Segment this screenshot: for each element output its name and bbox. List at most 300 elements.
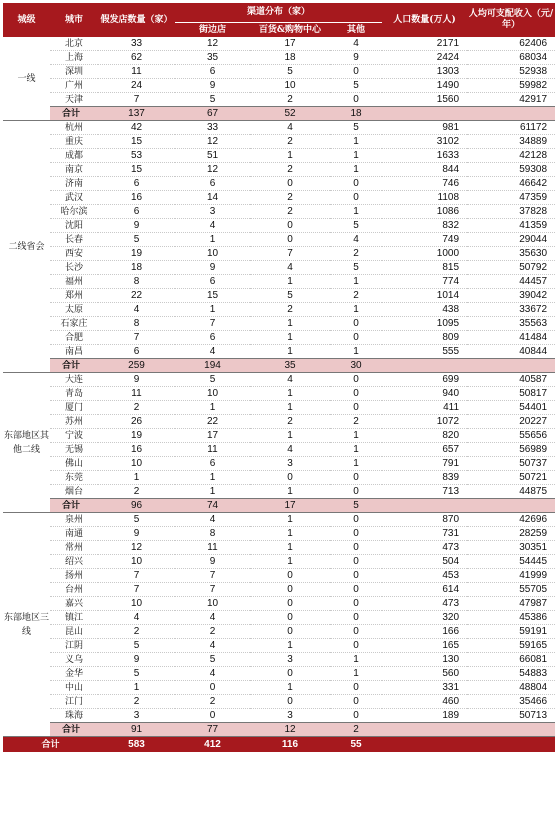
population-cell: 981 [382, 121, 467, 135]
population-cell: 473 [382, 597, 467, 611]
mall-count-cell: 0 [250, 471, 330, 485]
population-cell: 438 [382, 303, 467, 317]
table-row [3, 429, 555, 443]
table-row [3, 695, 555, 709]
income-cell [467, 359, 555, 373]
store-count-cell: 62 [98, 51, 175, 65]
other-count-cell: 0 [330, 401, 382, 415]
city-cell: 南京 [50, 163, 98, 177]
mall-count-cell: 35 [250, 359, 330, 373]
mall-count-cell: 1 [250, 275, 330, 289]
other-count-cell: 1 [330, 303, 382, 317]
store-count-cell: 2 [98, 485, 175, 499]
other-count-cell: 0 [330, 93, 382, 107]
mall-count-cell: 0 [250, 695, 330, 709]
store-count-cell: 6 [98, 345, 175, 359]
tier-label: 东部地区三线 [3, 513, 50, 737]
mall-count-cell: 12 [250, 723, 330, 737]
population-cell: 791 [382, 457, 467, 471]
population-cell: 731 [382, 527, 467, 541]
street-count-cell: 1 [175, 471, 250, 485]
store-count-total-cell: 583 [98, 737, 175, 753]
table-row [3, 93, 555, 107]
table-row [3, 205, 555, 219]
store-count-cell: 10 [98, 555, 175, 569]
street-count-cell: 5 [175, 653, 250, 667]
store-count-cell: 19 [98, 247, 175, 261]
store-count-cell: 3 [98, 709, 175, 723]
store-count-cell: 96 [98, 499, 175, 513]
store-count-cell: 2 [98, 695, 175, 709]
street-count-cell: 10 [175, 387, 250, 401]
other-count-cell: 0 [330, 191, 382, 205]
street-count-cell: 14 [175, 191, 250, 205]
mall-count-cell: 2 [250, 191, 330, 205]
city-cell: 苏州 [50, 415, 98, 429]
tier-label: 一线 [3, 37, 50, 121]
table-row [3, 135, 555, 149]
mall-count-cell: 1 [250, 541, 330, 555]
city-cell: 东莞 [50, 471, 98, 485]
store-count-cell: 1 [98, 471, 175, 485]
street-count-cell: 1 [175, 303, 250, 317]
population-cell: 774 [382, 275, 467, 289]
city-cell: 厦门 [50, 401, 98, 415]
street-count-cell: 3 [175, 205, 250, 219]
income-cell: 55705 [467, 583, 555, 597]
store-count-cell: 9 [98, 373, 175, 387]
street-count-cell: 8 [175, 527, 250, 541]
table-row [3, 37, 555, 51]
street-count-cell: 74 [175, 499, 250, 513]
income-cell: 48804 [467, 681, 555, 695]
header-street: 街边店 [175, 23, 250, 38]
population-cell: 839 [382, 471, 467, 485]
street-count-cell: 2 [175, 625, 250, 639]
other-count-cell: 0 [330, 177, 382, 191]
street-count-cell: 11 [175, 541, 250, 555]
mall-count-cell: 1 [250, 485, 330, 499]
population-cell: 1108 [382, 191, 467, 205]
income-cell: 35630 [467, 247, 555, 261]
header-city: 城市 [50, 3, 98, 37]
income-cell: 50721 [467, 471, 555, 485]
grand-total-row [3, 737, 555, 753]
street-count-cell: 6 [175, 331, 250, 345]
population-cell: 1086 [382, 205, 467, 219]
street-count-total-cell: 412 [175, 737, 250, 753]
population-cell: 411 [382, 401, 467, 415]
street-count-cell: 17 [175, 429, 250, 443]
store-count-cell: 15 [98, 135, 175, 149]
income-cell: 59308 [467, 163, 555, 177]
mall-count-cell: 4 [250, 373, 330, 387]
other-count-cell: 0 [330, 709, 382, 723]
table-row [3, 233, 555, 247]
mall-count-cell: 0 [250, 233, 330, 247]
other-count-cell: 4 [330, 37, 382, 51]
street-count-cell: 67 [175, 107, 250, 121]
other-count-cell: 0 [330, 555, 382, 569]
other-count-cell: 30 [330, 359, 382, 373]
street-count-cell: 6 [175, 177, 250, 191]
other-count-cell: 0 [330, 569, 382, 583]
city-cell: 江阴 [50, 639, 98, 653]
mall-count-cell: 0 [250, 219, 330, 233]
table-row [3, 163, 555, 177]
other-count-cell: 18 [330, 107, 382, 121]
other-count-cell: 1 [330, 429, 382, 443]
income-cell: 30351 [467, 541, 555, 555]
table-row [3, 345, 555, 359]
population-cell: 504 [382, 555, 467, 569]
other-count-cell: 1 [330, 443, 382, 457]
city-cell: 泉州 [50, 513, 98, 527]
mall-count-cell: 7 [250, 247, 330, 261]
city-cell: 太原 [50, 303, 98, 317]
store-count-cell: 9 [98, 527, 175, 541]
table-row [3, 709, 555, 723]
population-cell: 166 [382, 625, 467, 639]
mall-count-cell: 2 [250, 415, 330, 429]
mall-count-cell: 1 [250, 681, 330, 695]
store-count-cell: 2 [98, 401, 175, 415]
other-count-cell: 5 [330, 499, 382, 513]
table-row [3, 387, 555, 401]
income-cell: 40587 [467, 373, 555, 387]
header-income: 人均可支配收入（元/年） [467, 3, 555, 37]
store-count-cell: 42 [98, 121, 175, 135]
city-cell: 常州 [50, 541, 98, 555]
table-row [3, 485, 555, 499]
street-count-cell: 1 [175, 233, 250, 247]
header-stores: 假发店数量（家） [98, 3, 175, 37]
street-count-cell: 77 [175, 723, 250, 737]
street-count-cell: 7 [175, 569, 250, 583]
other-count-cell: 0 [330, 527, 382, 541]
mall-count-cell: 5 [250, 65, 330, 79]
grand-total-label: 合计 [3, 737, 98, 753]
population-cell: 820 [382, 429, 467, 443]
mall-count-cell: 17 [250, 37, 330, 51]
table-row [3, 177, 555, 191]
city-cell: 石家庄 [50, 317, 98, 331]
population-cell: 560 [382, 667, 467, 681]
other-count-cell: 0 [330, 331, 382, 345]
other-count-cell: 1 [330, 135, 382, 149]
mall-count-cell: 3 [250, 457, 330, 471]
table-row [3, 667, 555, 681]
other-count-cell: 0 [330, 387, 382, 401]
street-count-cell: 15 [175, 289, 250, 303]
table-row [3, 289, 555, 303]
store-count-cell: 4 [98, 611, 175, 625]
city-cell: 北京 [50, 37, 98, 51]
income-cell: 45386 [467, 611, 555, 625]
mall-count-cell: 1 [250, 527, 330, 541]
table-row [3, 331, 555, 345]
other-count-cell: 0 [330, 65, 382, 79]
mall-count-cell: 10 [250, 79, 330, 93]
population-cell [382, 359, 467, 373]
mall-count-cell: 1 [250, 345, 330, 359]
street-count-cell: 4 [175, 611, 250, 625]
income-cell: 44875 [467, 485, 555, 499]
street-count-cell: 12 [175, 37, 250, 51]
other-count-cell: 5 [330, 79, 382, 93]
city-cell: 义乌 [50, 653, 98, 667]
store-count-cell: 19 [98, 429, 175, 443]
table-row [3, 373, 555, 387]
city-cell: 南通 [50, 527, 98, 541]
income-cell: 28259 [467, 527, 555, 541]
other-count-cell: 1 [330, 163, 382, 177]
population-cell: 1000 [382, 247, 467, 261]
table-row [3, 471, 555, 485]
table-row [3, 457, 555, 471]
store-count-cell: 6 [98, 205, 175, 219]
city-cell: 武汉 [50, 191, 98, 205]
income-cell: 62406 [467, 37, 555, 51]
mall-count-cell: 0 [250, 569, 330, 583]
mall-count-cell: 2 [250, 303, 330, 317]
street-count-cell: 6 [175, 275, 250, 289]
other-count-cell: 0 [330, 611, 382, 625]
street-count-cell: 9 [175, 555, 250, 569]
store-count-cell: 24 [98, 79, 175, 93]
city-cell: 金华 [50, 667, 98, 681]
income-cell: 54445 [467, 555, 555, 569]
income-cell: 35563 [467, 317, 555, 331]
store-count-cell: 5 [98, 667, 175, 681]
city-cell: 中山 [50, 681, 98, 695]
mall-count-cell: 1 [250, 513, 330, 527]
other-count-cell: 2 [330, 289, 382, 303]
income-cell: 59165 [467, 639, 555, 653]
income-cell: 35466 [467, 695, 555, 709]
tier-label: 二线省会 [3, 121, 50, 373]
other-count-cell: 5 [330, 219, 382, 233]
street-count-cell: 7 [175, 583, 250, 597]
city-cell: 江门 [50, 695, 98, 709]
population-cell: 2171 [382, 37, 467, 51]
city-cell: 合计 [50, 359, 98, 373]
city-cell: 长春 [50, 233, 98, 247]
mall-count-cell: 1 [250, 555, 330, 569]
mall-count-cell: 1 [250, 387, 330, 401]
city-cell: 南昌 [50, 345, 98, 359]
street-count-cell: 1 [175, 401, 250, 415]
population-cell: 699 [382, 373, 467, 387]
city-cell: 深圳 [50, 65, 98, 79]
table-row [3, 653, 555, 667]
other-count-cell: 2 [330, 415, 382, 429]
mall-count-cell: 4 [250, 121, 330, 135]
population-cell: 713 [382, 485, 467, 499]
city-cell: 珠海 [50, 709, 98, 723]
table-row [3, 625, 555, 639]
street-count-cell: 9 [175, 79, 250, 93]
store-count-cell: 53 [98, 149, 175, 163]
income-cell: 47987 [467, 597, 555, 611]
store-count-cell: 15 [98, 163, 175, 177]
mall-count-cell: 4 [250, 443, 330, 457]
city-cell: 福州 [50, 275, 98, 289]
store-count-cell: 9 [98, 653, 175, 667]
street-count-cell: 0 [175, 709, 250, 723]
other-count-total-cell: 55 [330, 737, 382, 753]
city-cell: 沈阳 [50, 219, 98, 233]
mall-count-cell: 17 [250, 499, 330, 513]
population-cell: 1303 [382, 65, 467, 79]
mall-count-cell: 2 [250, 205, 330, 219]
income-cell [467, 499, 555, 513]
mall-count-cell: 0 [250, 611, 330, 625]
table-row [3, 639, 555, 653]
street-count-cell: 11 [175, 443, 250, 457]
street-count-cell: 5 [175, 373, 250, 387]
city-cell: 济南 [50, 177, 98, 191]
other-count-cell: 1 [330, 457, 382, 471]
store-count-cell: 9 [98, 219, 175, 233]
mall-count-cell: 0 [250, 625, 330, 639]
store-count-cell: 16 [98, 443, 175, 457]
header-channel: 渠道分布（家） [175, 3, 382, 23]
population-cell: 165 [382, 639, 467, 653]
city-cell: 扬州 [50, 569, 98, 583]
table-row [3, 583, 555, 597]
mall-count-cell: 1 [250, 317, 330, 331]
header-tier: 城级 [3, 3, 50, 37]
other-count-cell: 0 [330, 485, 382, 499]
street-count-cell: 9 [175, 261, 250, 275]
table-row [3, 611, 555, 625]
other-count-cell: 0 [330, 639, 382, 653]
income-cell: 52938 [467, 65, 555, 79]
income-cell: 56989 [467, 443, 555, 457]
city-cell: 镇江 [50, 611, 98, 625]
mall-count-cell: 0 [250, 583, 330, 597]
street-count-cell: 12 [175, 163, 250, 177]
income-cell: 37828 [467, 205, 555, 219]
store-count-cell: 11 [98, 65, 175, 79]
city-cell: 合计 [50, 723, 98, 737]
income-cell: 42917 [467, 93, 555, 107]
mall-count-cell: 1 [250, 401, 330, 415]
city-cell: 哈尔滨 [50, 205, 98, 219]
other-count-cell: 0 [330, 681, 382, 695]
other-count-cell: 5 [330, 261, 382, 275]
city-cell: 郑州 [50, 289, 98, 303]
store-count-cell: 12 [98, 541, 175, 555]
income-cell: 59191 [467, 625, 555, 639]
other-count-cell: 2 [330, 723, 382, 737]
store-count-cell: 22 [98, 289, 175, 303]
income-cell: 50713 [467, 709, 555, 723]
table-row [3, 303, 555, 317]
subtotal-row [3, 107, 555, 121]
table-row [3, 569, 555, 583]
population-cell: 1095 [382, 317, 467, 331]
city-cell: 上海 [50, 51, 98, 65]
population-cell: 473 [382, 541, 467, 555]
street-count-cell: 0 [175, 681, 250, 695]
street-count-cell: 4 [175, 513, 250, 527]
other-count-cell: 1 [330, 653, 382, 667]
store-count-cell: 4 [98, 303, 175, 317]
mall-count-cell: 5 [250, 289, 330, 303]
header-mall: 百货&购物中心 [250, 23, 330, 38]
mall-count-total-cell: 116 [250, 737, 330, 753]
population-cell: 940 [382, 387, 467, 401]
store-count-cell: 2 [98, 625, 175, 639]
subtotal-row [3, 499, 555, 513]
population-cell: 1560 [382, 93, 467, 107]
income-cell: 39042 [467, 289, 555, 303]
income-cell [467, 723, 555, 737]
table-row [3, 261, 555, 275]
mall-count-cell: 1 [250, 331, 330, 345]
population-cell: 1633 [382, 149, 467, 163]
income-cell: 54883 [467, 667, 555, 681]
city-cell: 大连 [50, 373, 98, 387]
mall-count-cell: 1 [250, 149, 330, 163]
population-cell: 130 [382, 653, 467, 667]
table-row [3, 275, 555, 289]
store-count-cell: 5 [98, 513, 175, 527]
street-count-cell: 35 [175, 51, 250, 65]
street-count-cell: 194 [175, 359, 250, 373]
city-cell: 无锡 [50, 443, 98, 457]
store-count-cell: 7 [98, 331, 175, 345]
mall-count-cell: 52 [250, 107, 330, 121]
mall-count-cell: 18 [250, 51, 330, 65]
table-body [3, 37, 555, 752]
city-cell: 合计 [50, 107, 98, 121]
income-cell: 44457 [467, 275, 555, 289]
street-count-cell: 1 [175, 485, 250, 499]
table-row [3, 247, 555, 261]
city-cell: 青岛 [50, 387, 98, 401]
population-cell: 1072 [382, 415, 467, 429]
population-cell: 2424 [382, 51, 467, 65]
income-cell: 59982 [467, 79, 555, 93]
city-cell: 成都 [50, 149, 98, 163]
store-count-cell: 7 [98, 93, 175, 107]
population-cell: 189 [382, 709, 467, 723]
city-cell: 嘉兴 [50, 597, 98, 611]
income-cell: 33672 [467, 303, 555, 317]
street-count-cell: 33 [175, 121, 250, 135]
income-cell: 66081 [467, 653, 555, 667]
population-cell: 555 [382, 345, 467, 359]
tier-label: 东部地区其他二线 [3, 373, 50, 513]
population-cell: 1014 [382, 289, 467, 303]
population-cell: 749 [382, 233, 467, 247]
population-cell [382, 723, 467, 737]
income-total-cell [467, 737, 555, 753]
store-count-cell: 5 [98, 233, 175, 247]
mall-count-cell: 2 [250, 93, 330, 107]
city-cell: 宁波 [50, 429, 98, 443]
store-count-cell: 7 [98, 569, 175, 583]
table-row [3, 219, 555, 233]
street-count-cell: 4 [175, 639, 250, 653]
other-count-cell: 0 [330, 317, 382, 331]
income-cell: 41359 [467, 219, 555, 233]
other-count-cell: 0 [330, 471, 382, 485]
other-count-cell: 0 [330, 695, 382, 709]
